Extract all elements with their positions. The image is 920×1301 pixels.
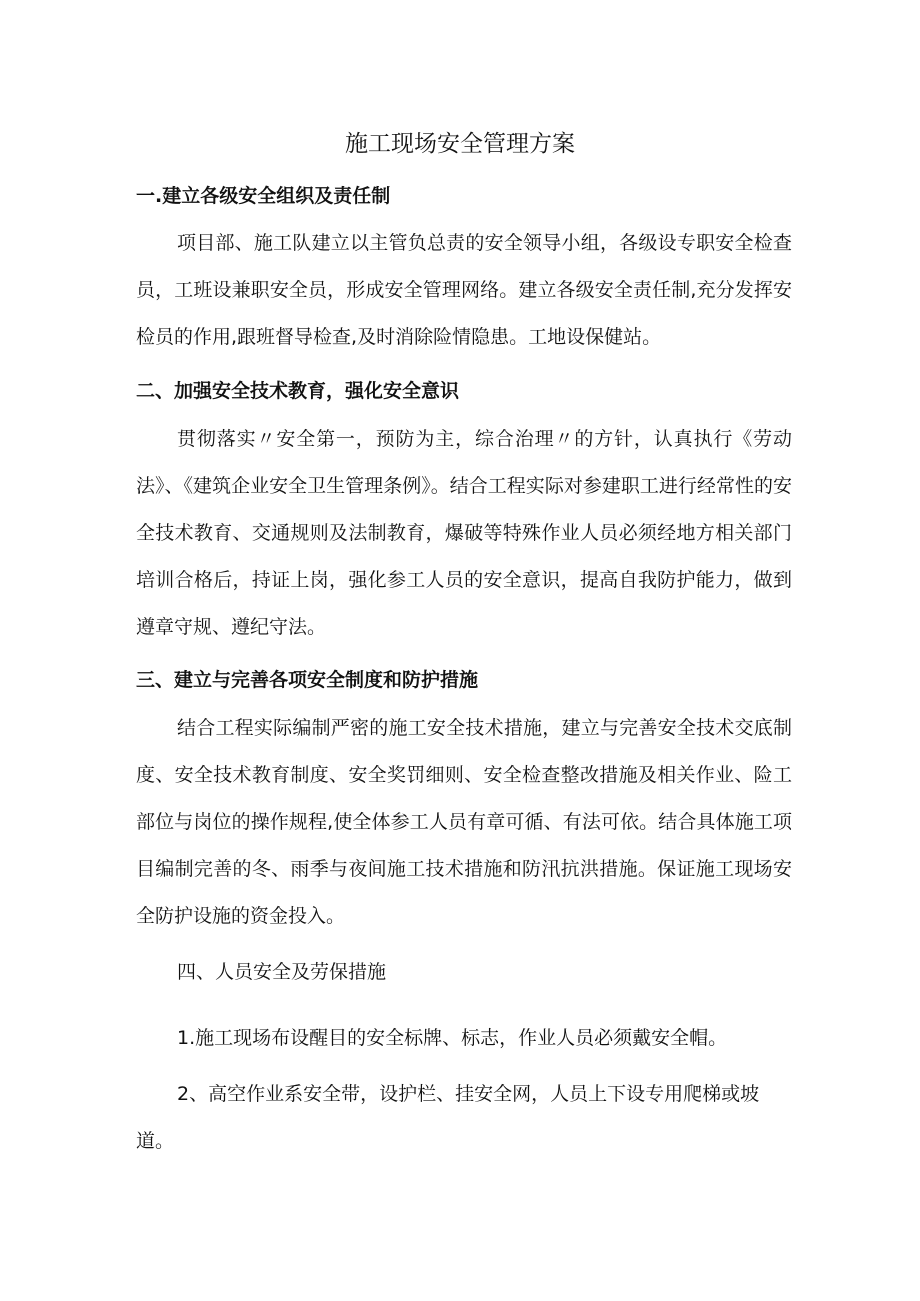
list-item-1: 1.施工现场布设醒目的安全标牌、标志，作业人员必须戴安全帽。	[177, 1027, 728, 1049]
section-heading-2: 二、加强安全技术教育，强化安全意识	[136, 380, 460, 402]
section-body-1: 项目部、施工队建立以主管负总责的安全领导小组，各级设专职安全检查员，工班设兼职安全员，形成安全管理网络。建立各级安全责任制,充分发挥安检员的作用,跟班督导检查,及时消除险情隐患。工地设保健站。	[136, 232, 792, 348]
section-heading-3: 三、建立与完善各项安全制度和防护措施	[136, 669, 479, 691]
section-body-3: 结合工程实际编制严密的施工安全技术措施，建立与完善安全技术交底制度、安全技术教育制度、安全奖罚细则、安全检查整改措施及相关作业、险工部位与岗位的操作规程,使全体参工人员有章可循、有法可依。结合具体施工项目编制完善的冬、雨季与夜间施工技术措施和防汛抗洪措施。保证施工现场安全防护设施的资金投入。	[136, 717, 792, 927]
section-body-2: 贯彻落实〃安全第一，预防为主，综合治理〃的方针，认真执行《劳动法》、《建筑企业安全卫生管理条例》。结合工程实际对参建职工进行经常性的安全技术教育、交通规则及法制教育，爆破等特殊作业人员必须经地方相关部门培训合格后，持证上岗，强化参工人员的安全意识，提高自我防护能力，做到遵章守规、遵纪守法。	[136, 428, 792, 638]
section-heading-4: 四、人员安全及劳保措施	[177, 961, 387, 983]
document-title: 施工现场安全管理方案	[345, 131, 575, 157]
section-heading-1: 一.建立各级安全组织及责任制	[136, 185, 391, 207]
list-item-2: 2、高空作业系安全带，设护栏、挂安全网，人员上下设专用爬梯或坡道。	[136, 1083, 760, 1152]
